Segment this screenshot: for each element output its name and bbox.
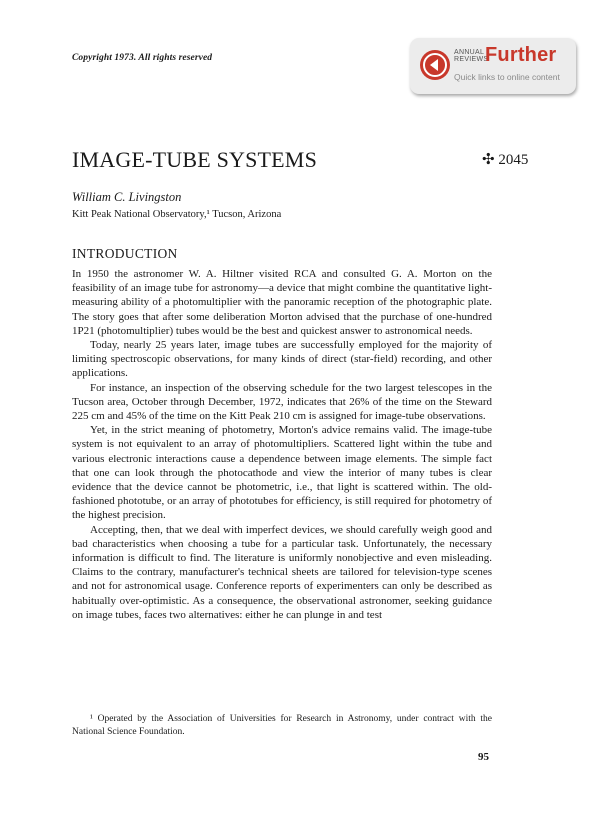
reviews-label: REVIEWS xyxy=(454,56,489,63)
annual-label: ANNUAL xyxy=(454,49,485,56)
further-badge[interactable] xyxy=(410,38,576,94)
copyright-notice: Copyright 1973. All rights reserved xyxy=(72,53,213,63)
paragraph: Yet, in the strict meaning of photometry, Morton's advice remains valid. The image-tube system is not equivalent to an array of photomultipliers. Scattered light within the tube and various electronic interactions cause a dependence between image elements. The simple fact that one can look through the photocathode and view the interior of many tubes is clear evidence that the device cannot be photometric, i.e., that light is scattered within. The old-fashioned phototube, or an array of phototubes for efficiency, is still required for photometry of the highest precision. xyxy=(72,424,492,522)
author-affiliation: Kitt Peak National Observatory,¹ Tucson, Arizona xyxy=(72,209,282,220)
paragraph: In 1950 the astronomer W. A. Hiltner visited RCA and consulted G. A. Morton on the feasibility of an image tube for astronomy—a device that might combine the quantitative light-measuring ability of a photomultiplier with the panoramic reception of the photographic plate. The story goes that after some deliberation Morton advised that the purchase of one-hundred 1P21 (photomultiplier) tubes would be the best and quickest answer to astronomical needs. xyxy=(72,268,492,337)
further-subtitle[interactable]: Quick links to online content xyxy=(454,72,560,82)
page-number: 95 xyxy=(478,751,489,763)
article-code: ✣ 2045 xyxy=(482,152,529,168)
arrow-left-icon xyxy=(420,50,450,80)
footnote: ¹ Operated by the Association of Universities for Research in Astronomy, under contract with the National Science Foundation. xyxy=(72,714,492,737)
article-title: IMAGE-TUBE SYSTEMS xyxy=(72,147,317,172)
paragraph: Today, nearly 25 years later, image tubes are successfully employed for the majority of limiting spectroscopic observations, for many kinds of direct (star-field) recording, and other applications. xyxy=(72,339,492,380)
paragraph: Accepting, then, that we deal with imperfect devices, we should carefully weigh good and bad characteristics when choosing a tube for a particular task. Unfortunately, the necessary information is difficult to find. The literature is uniformly nonobjective and even misleading. Claims to the contrary, manufacturer's technical sheets are tailored for television-type scenes and not for astronomical usage. Conference reports of experimenters can only be described as habitually over-optimistic. As a consequence, the observational astronomer, seeking guidance on image tubes, faces two alternatives: either he can plunge in and test xyxy=(72,523,492,621)
section-heading: INTRODUCTION xyxy=(72,246,178,261)
paragraph: For instance, an inspection of the observing schedule for the two largest telescopes in the Tucson area, October through December, 1972, indicates that 26% of the time on the Steward 225 cm and 45% of the time on the Kitt Peak 210 cm is assigned for image-tube observations. xyxy=(72,381,492,423)
further-logo-text: Further xyxy=(485,44,557,66)
article-body xyxy=(72,267,492,622)
author-name: William C. Livingston xyxy=(72,190,182,204)
